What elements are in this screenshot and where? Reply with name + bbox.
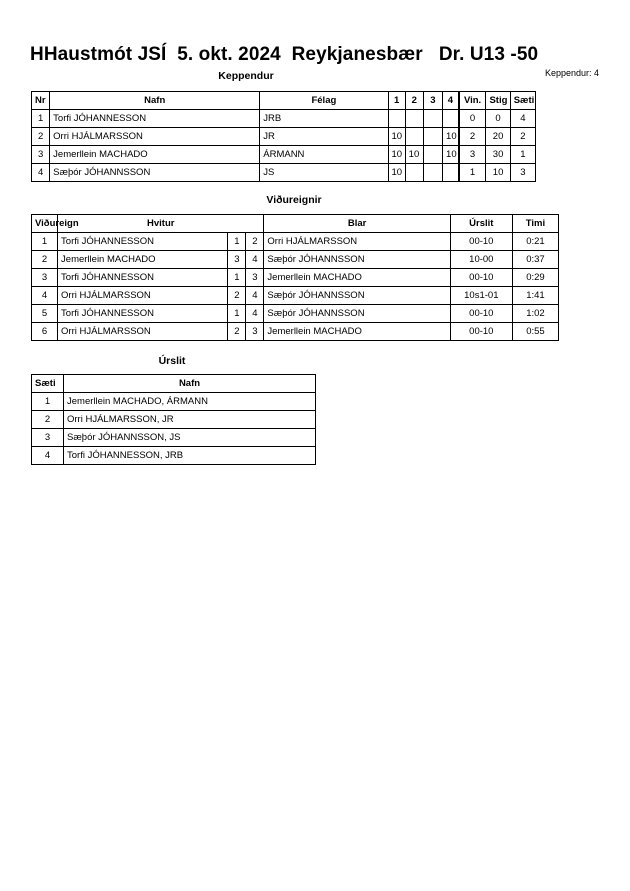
cell-time: 0:37 [512,251,558,269]
cell-time: 0:21 [512,233,558,251]
cell-match-no: 4 [32,287,58,305]
cell-blue: Jemerllein MACHADO [264,269,450,287]
cell-match-no: 3 [32,269,58,287]
matches-table [31,214,559,341]
cell-wins: 3 [459,146,486,164]
cell-match-no: 2 [32,251,58,269]
cell-r2: 10 [405,146,423,164]
cell-name: Orri HJÁLMARSSON [50,128,260,146]
col-header: Blar [264,215,450,233]
cell-points: 0 [486,110,510,128]
cell-name: Sæþór JÓHANNSSON, JS [64,429,316,447]
cell-name: Torfi JÓHANNESSON, JRB [64,447,316,465]
cell-result: 00-10 [450,233,512,251]
cell-club: JRB [260,110,388,128]
cell-r4 [443,164,459,182]
cell-wins: 0 [459,110,486,128]
cell-r1 [388,110,405,128]
cell-club: JS [260,164,388,182]
section-title-competitors: Keppendur [218,70,274,82]
col-header: Úrslit [450,215,512,233]
cell-white: Torfi JÓHANNESSON [58,305,228,323]
table-row [32,429,316,447]
cell-r3 [423,128,442,146]
table-row [32,233,559,251]
col-header: Timi [512,215,558,233]
cell-r4: 10 [443,146,459,164]
table-row [32,447,316,465]
col-header: 3 [423,92,442,110]
cell-r2 [405,110,423,128]
cell-r3 [423,164,442,182]
cell-match-no: 5 [32,305,58,323]
cell-result: 10s1-01 [450,287,512,305]
cell-name: Orri HJÁLMARSSON, JR [64,411,316,429]
cell-name: Jemerllein MACHADO [50,146,260,164]
cell-name: Jemerllein MACHADO, ÁRMANN [64,393,316,411]
cell-white-nr: 1 [228,305,246,323]
table-row [32,323,559,341]
cell-blue: Sæþór JÓHANNSSON [264,251,450,269]
cell-result: 00-10 [450,269,512,287]
cell-blue-nr: 4 [246,287,264,305]
cell-white-nr: 1 [228,233,246,251]
cell-r3 [423,110,442,128]
cell-points: 20 [486,128,510,146]
table-row [32,146,536,164]
cell-white: Jemerllein MACHADO [58,251,228,269]
cell-white-nr: 3 [228,251,246,269]
cell-place: 2 [32,411,64,429]
cell-blue-nr: 4 [246,305,264,323]
cell-nr: 2 [32,128,50,146]
cell-blue: Sæþór JÓHANNSSON [264,305,450,323]
cell-name: Torfi JÓHANNESSON [50,110,260,128]
cell-r2 [405,164,423,182]
cell-wins: 1 [459,164,486,182]
cell-r1: 10 [388,128,405,146]
cell-blue: Orri HJÁLMARSSON [264,233,450,251]
cell-nr: 4 [32,164,50,182]
cell-time: 1:41 [512,287,558,305]
col-header: Stig [486,92,510,110]
matches-header-row [32,215,559,233]
cell-match-no: 1 [32,233,58,251]
cell-place: 4 [510,110,535,128]
cell-time: 0:55 [512,323,558,341]
table-row [32,393,316,411]
cell-club: JR [260,128,388,146]
col-header: Sæti [510,92,535,110]
cell-club: ÁRMANN [260,146,388,164]
cell-place: 1 [510,146,535,164]
cell-place: 3 [510,164,535,182]
cell-place: 4 [32,447,64,465]
results-header-row [32,375,316,393]
cell-place: 3 [32,429,64,447]
cell-white: Orri HJÁLMARSSON [58,323,228,341]
cell-time: 1:02 [512,305,558,323]
cell-white: Orri HJÁLMARSSON [58,287,228,305]
cell-wins: 2 [459,128,486,146]
cell-points: 30 [486,146,510,164]
cell-nr: 3 [32,146,50,164]
col-header: Vin. [459,92,486,110]
page-title: HHaustmót JSÍ 5. okt. 2024 Reykjanesbær Dr. U13 -50 [30,44,539,65]
cell-blue: Sæþór JÓHANNSSON [264,287,450,305]
table-row [32,287,559,305]
cell-result: 00-10 [450,305,512,323]
col-header: 1 [388,92,405,110]
cell-white: Torfi JÓHANNESSON [58,233,228,251]
table-row [32,305,559,323]
cell-blue-nr: 4 [246,251,264,269]
section-title-results: Úrslit [158,355,186,367]
cell-nr: 1 [32,110,50,128]
cell-match-no: 6 [32,323,58,341]
table-row [32,128,536,146]
results-table [31,374,316,465]
col-header: Nafn [64,375,316,393]
cell-r4 [443,110,459,128]
cell-result: 00-10 [450,323,512,341]
table-row [32,411,316,429]
cell-place: 2 [510,128,535,146]
table-row [32,269,559,287]
cell-white-nr: 2 [228,287,246,305]
cell-r3 [423,146,442,164]
cell-place: 1 [32,393,64,411]
cell-r4: 10 [443,128,459,146]
col-header: 4 [443,92,459,110]
cell-result: 10-00 [450,251,512,269]
col-header: Hvitur [58,215,264,233]
col-header: Nafn [50,92,260,110]
cell-white-nr: 2 [228,323,246,341]
cell-white-nr: 1 [228,269,246,287]
table-row [32,251,559,269]
competitors-count: Keppendur: 4 [544,68,599,78]
cell-blue-nr: 3 [246,269,264,287]
cell-r1: 10 [388,164,405,182]
cell-blue: Jemerllein MACHADO [264,323,450,341]
section-title-matches: Viðureignir [266,194,322,206]
col-header: Viðureign [32,215,58,233]
table-row [32,110,536,128]
col-header: Nr [32,92,50,110]
cell-points: 10 [486,164,510,182]
col-header: Sæti [32,375,64,393]
competitors-table [31,91,536,182]
cell-r1: 10 [388,146,405,164]
col-header: Félag [260,92,388,110]
table-row [32,164,536,182]
cell-time: 0:29 [512,269,558,287]
col-header: 2 [405,92,423,110]
competitors-header-row [32,92,536,110]
cell-blue-nr: 3 [246,323,264,341]
cell-white: Torfi JÓHANNESSON [58,269,228,287]
cell-name: Sæþór JÓHANNSSON [50,164,260,182]
cell-blue-nr: 2 [246,233,264,251]
cell-r2 [405,128,423,146]
